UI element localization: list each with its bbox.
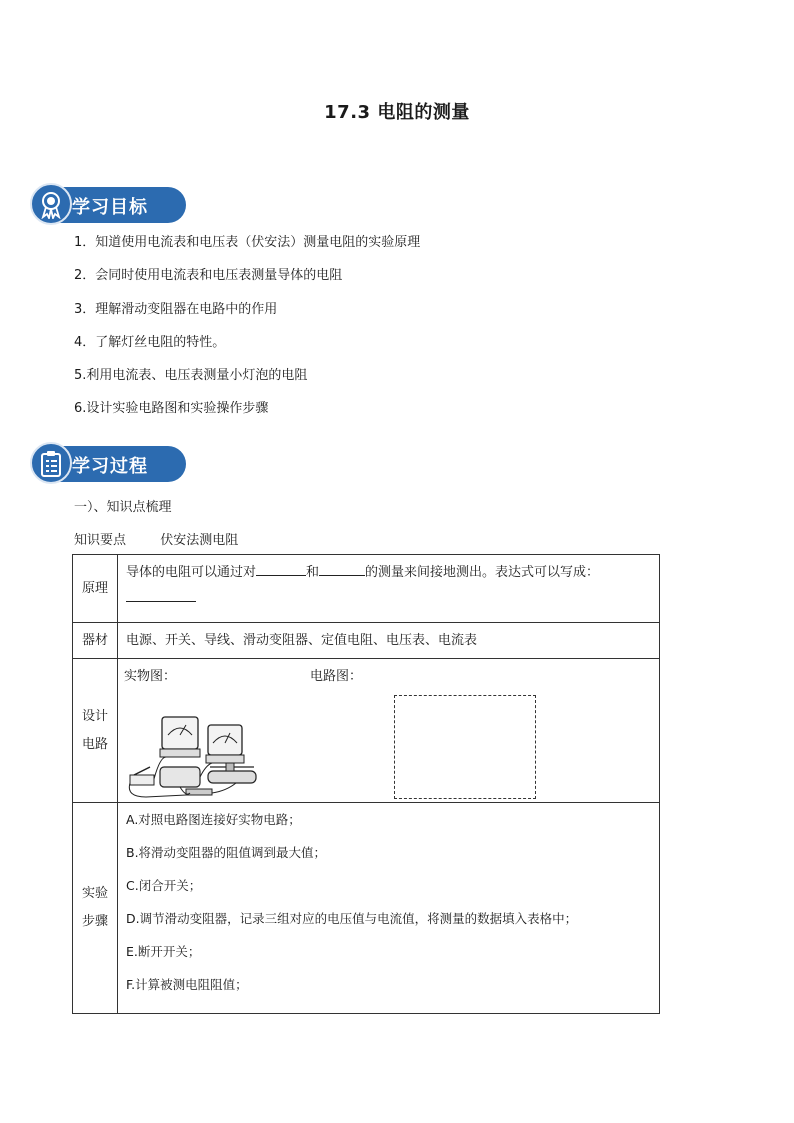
principle-text-c: 的测量来间接地测出。表达式可以写成： — [365, 565, 600, 580]
goals-banner-label: 学习目标 — [72, 197, 148, 218]
equipment-label: 器材 — [73, 623, 118, 659]
formula-blank — [126, 587, 196, 602]
design-label-line2: 电路 — [81, 736, 108, 752]
table-row-design — [73, 659, 660, 803]
step-item: C.闭合开关； — [126, 878, 202, 893]
principle-text-a: 导体的电阻可以通过对 — [126, 565, 257, 580]
goal-item: 5.利用电流表、电压表测量小灯泡的电阻 — [74, 368, 308, 384]
step-item: E.断开开关； — [126, 944, 201, 959]
knowledge-point — [74, 529, 238, 548]
design-label-line1: 设计 — [81, 708, 108, 724]
knowledge-point-label: 知识要点 — [74, 533, 127, 548]
answer-blank — [319, 561, 365, 576]
circuit-diagram-placeholder — [394, 695, 536, 799]
design-label — [73, 659, 118, 803]
goal-item: 1．知道使用电流表和电压表（伏安法）测量电阻的实验原理 — [74, 235, 421, 250]
step-item: D.调节滑动变阻器，记录三组对应的电压值与电流值，将测量的数据填入表格中； — [126, 911, 578, 926]
steps-label-line1: 实验 — [81, 886, 108, 901]
clipboard-checklist-icon — [30, 442, 72, 484]
knowledge-table — [72, 554, 660, 1014]
principle-text-b: 和 — [306, 565, 320, 580]
photo-label: 实物图： — [124, 669, 177, 684]
step-item: F.计算被测电阻阻值； — [126, 977, 248, 992]
apparatus-illustration — [126, 705, 262, 808]
table-row-principle — [73, 555, 660, 623]
step-item: A.对照电路图连接好实物电路； — [126, 812, 301, 827]
process-banner-label: 学习过程 — [72, 456, 148, 477]
goal-item: 2．会同时使用电流表和电压表测量导体的电阻 — [74, 268, 343, 284]
page-title: 17.3 电阻的测量 — [324, 102, 470, 123]
process-banner — [30, 442, 186, 486]
principle-content — [118, 555, 660, 623]
goal-item: 6.设计实验电路图和实验操作步骤 — [74, 401, 269, 417]
steps-label — [73, 803, 118, 1014]
award-ribbon-icon — [30, 183, 72, 225]
steps-label-line2: 步骤 — [81, 914, 108, 929]
goals-list — [74, 233, 420, 433]
goals-banner — [30, 183, 186, 227]
answer-blank — [256, 561, 306, 576]
goal-item: 3．理解滑动变阻器在电路中的作用 — [74, 301, 278, 317]
principle-label: 原理 — [73, 555, 118, 623]
equipment-text: 电源、开关、导线、滑动变阻器、定值电阻、电压表、电流表 — [118, 623, 660, 659]
section-heading: 一）、知识点梳理 — [74, 500, 172, 515]
step-item: B.将滑动变阻器的阻值调到最大值； — [126, 845, 327, 860]
table-row-equipment — [73, 623, 660, 659]
diagram-label: 电路图： — [310, 669, 363, 684]
knowledge-point-topic: 伏安法测电阻 — [160, 533, 239, 548]
table-row-steps — [73, 803, 660, 1014]
design-content — [118, 659, 660, 803]
goal-item: 4．了解灯丝电阻的特性。 — [74, 334, 226, 350]
steps-content — [118, 803, 660, 1014]
